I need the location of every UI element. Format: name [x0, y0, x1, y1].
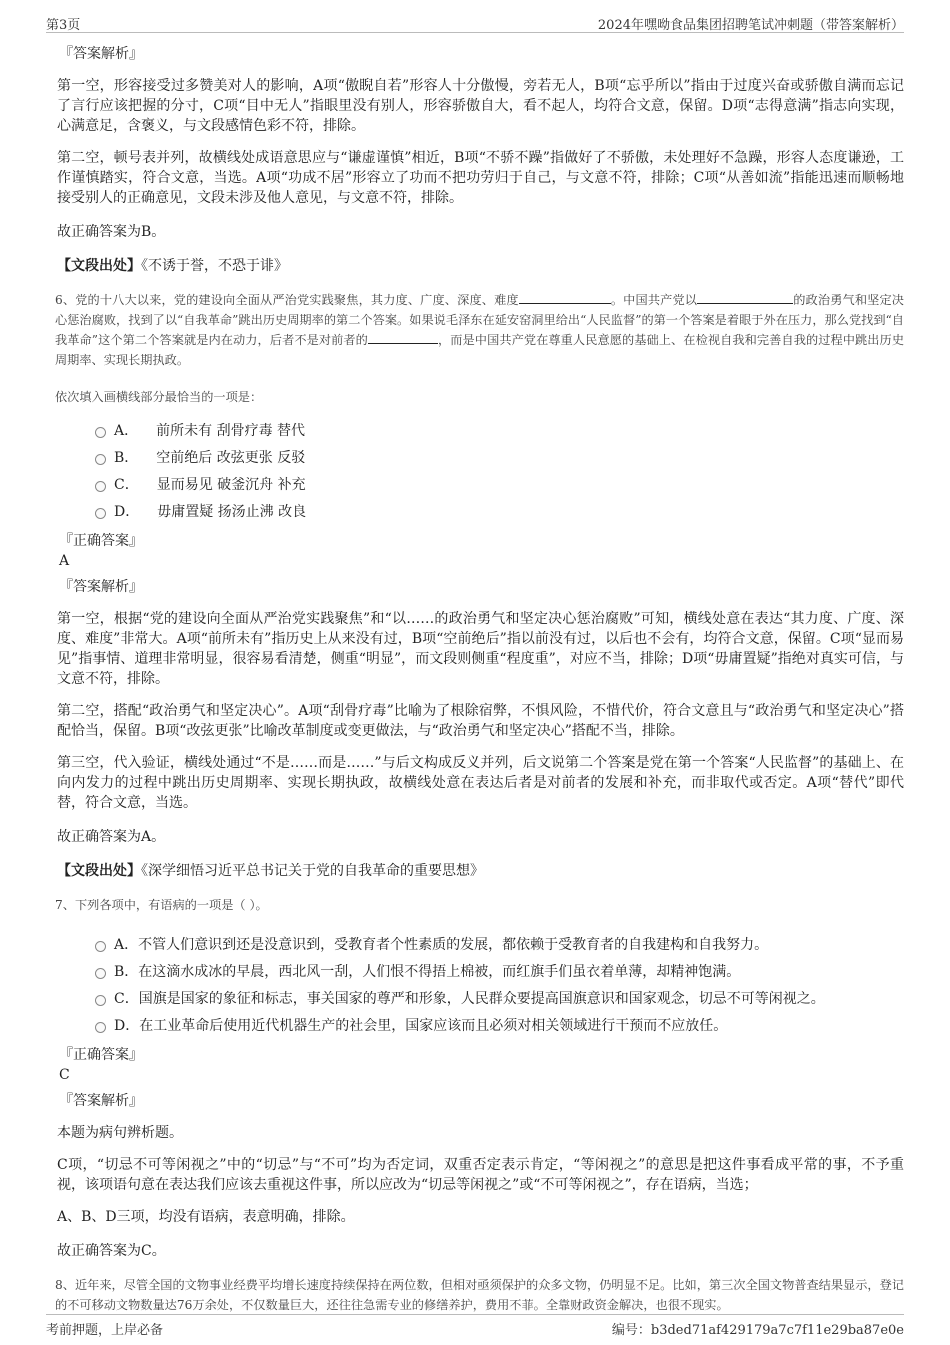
source-line [57, 256, 904, 276]
analysis-paragraph: 第一空，形容接受过多赞美对人的影响，A项“傲睨自若”形容人十分傲慢，旁若无人，B项“忘乎所以”指由于过度兴奋或骄傲自满而忘记了言行应该把握的分寸，C项“目中无人”指眼里没有别人，形容骄傲自大，看不起人，均符合文意，保留。D项“志得意满”指志向实现，心满意足，含褒义，与文段感情色彩不符，排除。 [57, 78, 904, 134]
analysis-paragraph: 第二空，搭配“政治勇气和坚定决心”。A项“刮骨疗毒”比喻为了根除宿弊，不惧风险，不惜代价，符合文意且与“政治勇气和坚定决心”搭配恰当，保留。B项“改弦更张”比喻改革制度或变更做法，与“政治勇气和坚定决心”搭配不当，排除。 [57, 703, 904, 739]
question-instruction: 依次填入画横线部分最恰当的一项是： [55, 390, 263, 404]
document-title: 2024年嘿呦食品集团招聘笔试冲刺题（带答案解析） [597, 18, 904, 33]
radio-icon[interactable] [95, 508, 106, 519]
option-b[interactable]: B． 在这滴水成冰的早晨，西北风一刮，人们恨不得捂上棉被，而红旗手们虽衣着单薄，却精神饱满。 [95, 958, 904, 985]
document-id: 编号：b3ded71af429179a7c7f11e29ba87e0e [611, 1323, 904, 1338]
question-8: 8、近年来，尽管全国的文物事业经费平均增长速度持续保持在两位数，但相对亟须保护的众多文物，仍明显不足。比如，第三次全国文物普查结果显示，登记的不可移动文物数量达76万余处，不仅数量巨大，还往往急需专业的修缮养护，费用不菲。全靠财政资金解决，也很不现实。 [55, 1278, 904, 1312]
radio-icon[interactable] [95, 1022, 106, 1033]
option-d[interactable]: D． 毋庸置疑 扬汤止沸 改良 [95, 498, 904, 525]
option-c[interactable]: C． 国旗是国家的象征和标志，事关国家的尊严和形象，人民群众要提高国旗意识和国家观念，切忌不可等闲视之。 [95, 985, 904, 1012]
source-line [57, 861, 904, 881]
radio-icon[interactable] [95, 454, 106, 465]
footer-slogan: 考前押题，上岸必备 [46, 1323, 164, 1338]
source-label: 【文段出处】 [57, 863, 141, 879]
analysis-label: 『答案解析』 [59, 579, 143, 595]
question-6 [55, 290, 904, 370]
radio-icon[interactable] [95, 968, 106, 979]
answer-blank [368, 330, 438, 344]
document-body [57, 38, 904, 1315]
analysis-paragraph: A、B、D三项，均没有语病，表意明确，排除。 [57, 1209, 355, 1225]
question-text: 。中国共产党以 [610, 293, 698, 307]
source-label: 【文段出处】 [57, 258, 141, 274]
source-title: 《不诱于誉，不恐于诽》 [141, 258, 288, 274]
analysis-paragraph: 第一空，根据“党的建设向全面从严治党实践聚焦”和“以……的政治勇气和坚定决心惩治腐败”可知，横线处意在表达“其力度、广度、深度、难度”非常大。A项“前所未有”指历史上从来没有过，B项“空前绝后”指以前没有过，以后也不会有，均符合文意，保留。C项“显而易见”指事情、道理非常明显，很容易看清楚，侧重“明显”，而文段则侧重“程度重”，对应不当，排除；D项“毋庸置疑”指绝对真实可信，与文意不符，排除。 [57, 611, 904, 687]
option-b[interactable]: B． 空前绝后 改弦更张 反驳 [95, 444, 904, 471]
page-number: 第3页 [46, 18, 81, 33]
question-7: 7、下列各项中，有语病的一项是（ ）。 [55, 898, 268, 912]
conclusion: 故正确答案为A。 [57, 829, 166, 845]
correct-answer-label: 『正确答案』 [59, 533, 143, 549]
correct-answer: C [59, 1067, 70, 1083]
radio-icon[interactable] [95, 995, 106, 1006]
page-header [46, 8, 904, 33]
question-text: 的政治勇气和坚定决心惩治腐败，找到了以“自我革命”跳出历史周期率的第二个答案。如果说毛泽东在延安窑洞里给出“人民监督”的第一个答案是着眼于外在压力，那么党找到“自我革命”这个第二个答案就是内在动力，后者不是对前者的 [55, 293, 904, 347]
analysis-label: 『答案解析』 [59, 46, 143, 62]
analysis-paragraph: 第三空，代入验证，横线处通过“不是……而是……”与后文构成反义并列，后文说第二个答案是党在第一个答案“人民监督”的基础上、在向内发力的过程中跳出历史周期率、实现长期执政，故横线处意在表达后者是对前者的发展和补充，而非取代或否定。A项“替代”即代替，符合文意，当选。 [57, 755, 904, 811]
q7-options [95, 931, 904, 1039]
radio-icon[interactable] [95, 427, 106, 438]
option-a[interactable]: A． 前所未有 刮骨疗毒 替代 [95, 417, 904, 444]
analysis-paragraph: C项，“切忌不可等闲视之”中的“切忌”与“不可”均为否定词，双重否定表示肯定，“等闲视之”的意思是把这件事看成平常的事，不予重视，该项语句意在表达我们应该去重视这件事，所以应改为“切忌等闲视之”或“不可等闲视之”，存在语病，当选； [57, 1157, 904, 1193]
analysis-paragraph: 本题为病句辨析题。 [57, 1125, 183, 1141]
answer-blank [519, 290, 611, 304]
radio-icon[interactable] [95, 941, 106, 952]
option-c[interactable]: C． 显而易见 破釜沉舟 补充 [95, 471, 904, 498]
answer-blank [697, 290, 793, 304]
analysis-paragraph: 第二空，顿号表并列，故横线处成语意思应与“谦虚谨慎”相近，B项“不骄不躁”指做好了不骄傲，未处理好不急躁，形容人态度谦逊，工作谨慎踏实，符合文意，当选。A项“功成不居”形容立了功而不把功劳归于自己，与文意不符，排除；C项“从善如流”指能迅速而顺畅地接受别人的正确意见，文段未涉及他人意见，与文意不符，排除。 [57, 150, 904, 206]
source-title: 《深学细悟习近平总书记关于党的自我革命的重要思想》 [141, 863, 484, 879]
analysis-label: 『答案解析』 [59, 1093, 143, 1109]
question-text: 6、党的十八大以来，党的建设向全面从严治党实践聚焦，其力度、广度、深度、难度 [55, 293, 519, 307]
conclusion: 故正确答案为B。 [57, 224, 166, 240]
q6-options [95, 417, 904, 525]
correct-answer: A [59, 553, 70, 569]
option-d[interactable]: D． 在工业革命后使用近代机器生产的社会里，国家应该而且必须对相关领域进行干预而不应放任。 [95, 1012, 904, 1039]
question-text: ，而是中国共产党在尊重人民意愿的基础上、在检视自我和完善自我的过程中跳出历史周期率、实现长期执政。 [55, 333, 905, 367]
option-a[interactable]: A． 不管人们意识到还是没意识到，受教育者个性素质的发展，都依赖于受教育者的自我建构和自我努力。 [95, 931, 904, 958]
page-footer [46, 1314, 904, 1337]
conclusion: 故正确答案为C。 [57, 1243, 166, 1259]
radio-icon[interactable] [95, 481, 106, 492]
correct-answer-label: 『正确答案』 [59, 1047, 143, 1063]
